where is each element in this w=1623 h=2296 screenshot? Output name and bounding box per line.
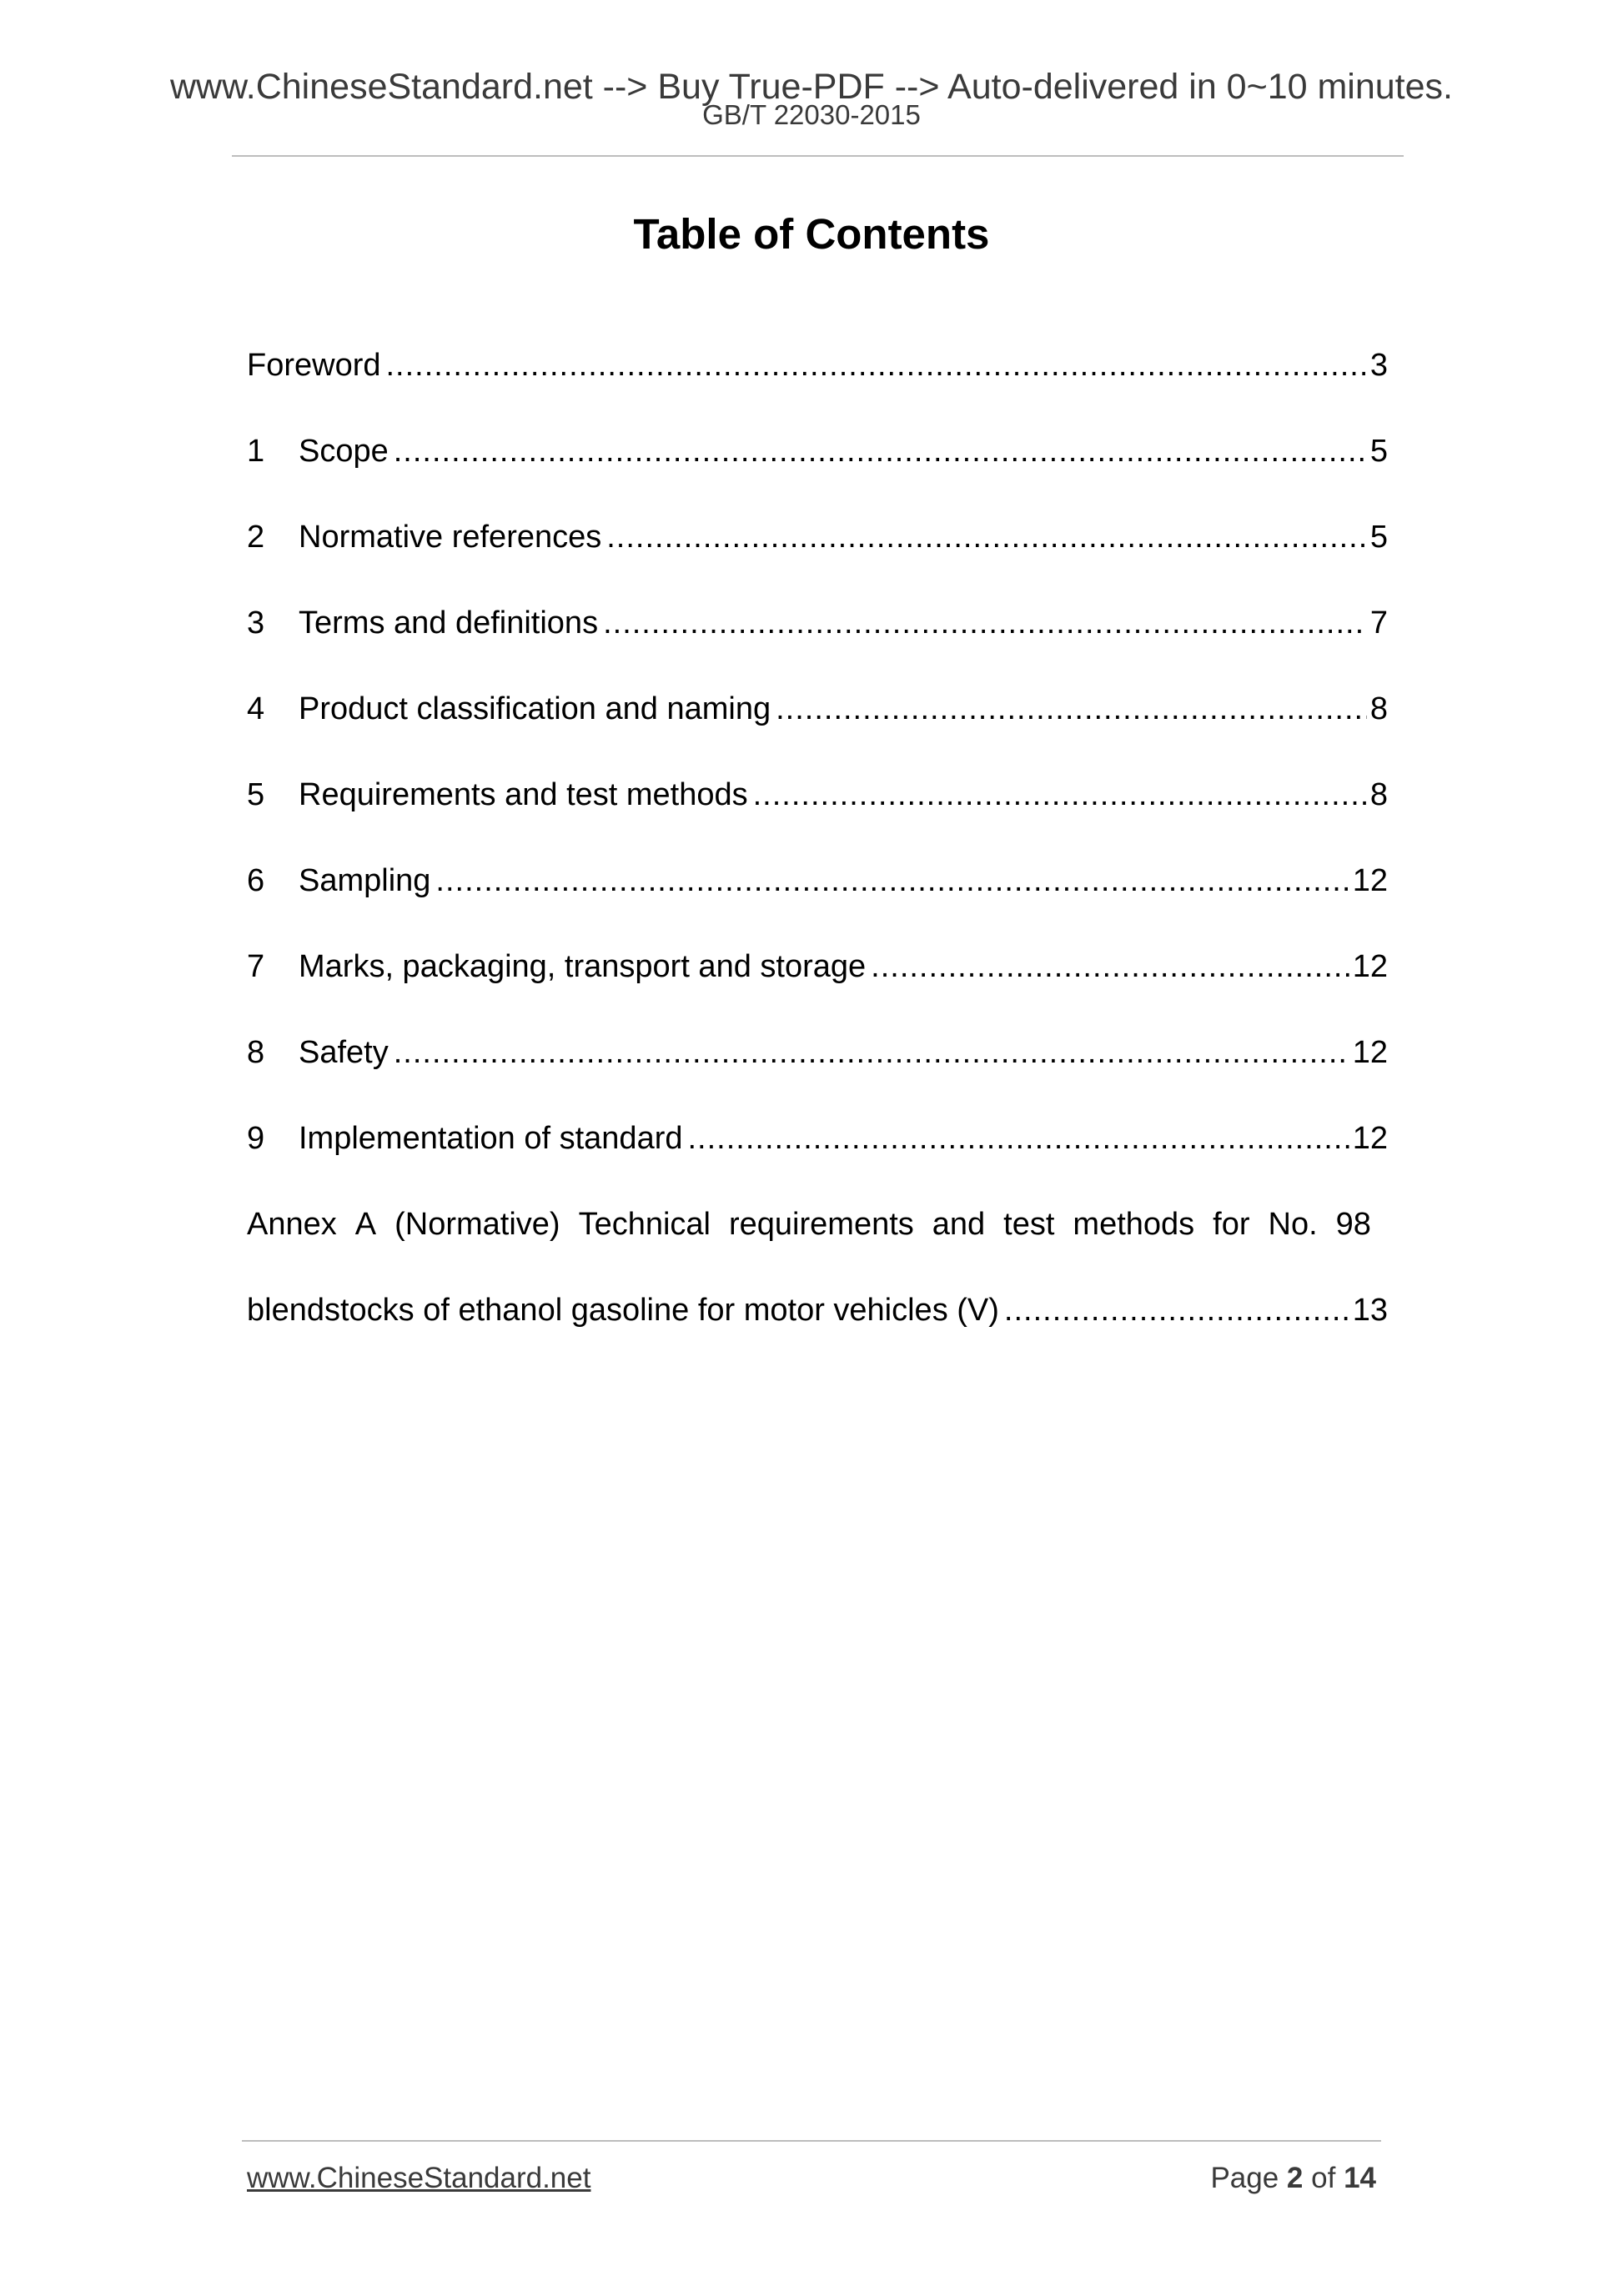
toc-entry-terms-and-definitions[interactable] [247, 598, 1388, 684]
header-divider [232, 155, 1404, 157]
footer-divider [242, 2140, 1381, 2142]
toc-entry-annex-a-line2[interactable] [247, 1285, 1388, 1371]
standard-code: GB/T 22030-2015 [702, 99, 921, 130]
toc-entry-page: 5 [1369, 520, 1388, 555]
toc-dot-leader [435, 856, 1349, 906]
toc-entry-implementation[interactable] [247, 1113, 1388, 1199]
annex-word: A [354, 1207, 377, 1242]
toc-entry-scope[interactable] [247, 426, 1388, 512]
toc-entry-marks-packaging[interactable] [247, 942, 1388, 1027]
toc-entry-text: Requirements and test methods [299, 777, 748, 812]
toc-entry-text: Terms and definitions [299, 605, 599, 641]
annex-word: 98 [1335, 1207, 1371, 1242]
toc-dot-leader [688, 1113, 1349, 1163]
toc-entry-text: Marks, packaging, transport and storage [299, 949, 867, 984]
annex-word: (Normative) [394, 1207, 560, 1242]
annex-word: for [1213, 1207, 1250, 1242]
toc-entry-text: Sampling [299, 863, 431, 898]
toc-entry-safety[interactable] [247, 1027, 1388, 1113]
toc-entry-page: 8 [1369, 777, 1388, 812]
annex-word: methods [1073, 1207, 1195, 1242]
page-label: Page [1210, 2162, 1279, 2194]
toc-entry-text: blendstocks of ethanol gasoline for motor vehicles (V) [247, 1293, 999, 1328]
annex-word: requirements [729, 1207, 914, 1242]
header-banner: www.ChineseStandard.net --> Buy True-PDF --> Auto-delivered in 0~10 minutes. [169, 67, 1453, 107]
toc-entry-text: Scope [299, 434, 389, 469]
toc-entry-number: 7 [247, 949, 265, 984]
toc-entry-text: Normative references [299, 520, 602, 555]
page-number [1210, 2160, 1376, 2197]
toc-entry-annex-a-line1[interactable] [247, 1199, 1388, 1285]
toc-entry-page: 7 [1369, 605, 1388, 641]
toc-entry-number: 2 [247, 520, 265, 555]
toc-dot-leader [871, 942, 1349, 992]
toc-entry-foreword[interactable] [247, 340, 1388, 426]
toc-entry-text: Foreword [247, 348, 381, 383]
toc-entry-text: Product classification and naming [299, 691, 771, 726]
toc-entry-page: 3 [1369, 348, 1388, 383]
toc-entry-number: 5 [247, 777, 265, 812]
toc-dot-leader [606, 512, 1367, 562]
page-title: Table of Contents [633, 210, 990, 258]
toc-dot-leader [386, 340, 1367, 390]
toc-entry-number: 1 [247, 434, 265, 469]
toc-entry-product-classification[interactable] [247, 684, 1388, 770]
toc-dot-leader [394, 1027, 1349, 1078]
page-of-label: of [1311, 2162, 1336, 2194]
annex-word: test [1003, 1207, 1055, 1242]
total-pages-number: 14 [1344, 2162, 1376, 2194]
toc-entry-normative-references[interactable] [247, 512, 1388, 598]
toc-entry-page: 12 [1352, 1121, 1388, 1156]
toc-entry-page: 12 [1352, 1035, 1388, 1070]
toc-entry-page: 8 [1369, 691, 1388, 726]
annex-word: No. [1268, 1207, 1318, 1242]
current-page-number: 2 [1286, 2162, 1304, 2194]
footer-website-link[interactable]: www.ChineseStandard.net [247, 2162, 591, 2194]
toc-entry-page: 12 [1352, 863, 1388, 898]
annex-word: Annex [247, 1207, 337, 1242]
toc-dot-leader [603, 598, 1367, 648]
table-of-contents [247, 340, 1388, 1371]
toc-entry-number: 6 [247, 863, 265, 898]
annex-word: Technical [578, 1207, 711, 1242]
annex-word: and [932, 1207, 986, 1242]
toc-dot-leader [753, 770, 1367, 820]
toc-entry-text: Safety [299, 1035, 389, 1070]
toc-dot-leader [394, 426, 1367, 476]
toc-entry-number: 3 [247, 605, 265, 641]
toc-entry-text: Implementation of standard [299, 1121, 683, 1156]
toc-entry-page: 5 [1369, 434, 1388, 469]
toc-entry-requirements-test-methods[interactable] [247, 770, 1388, 856]
toc-entry-number: 8 [247, 1035, 265, 1070]
toc-entry-number: 4 [247, 691, 265, 726]
toc-dot-leader [776, 684, 1367, 734]
toc-dot-leader [1004, 1285, 1349, 1335]
toc-entry-page: 12 [1352, 949, 1388, 984]
toc-entry-sampling[interactable] [247, 856, 1388, 942]
toc-entry-page: 13 [1352, 1293, 1388, 1328]
toc-entry-number: 9 [247, 1121, 265, 1156]
